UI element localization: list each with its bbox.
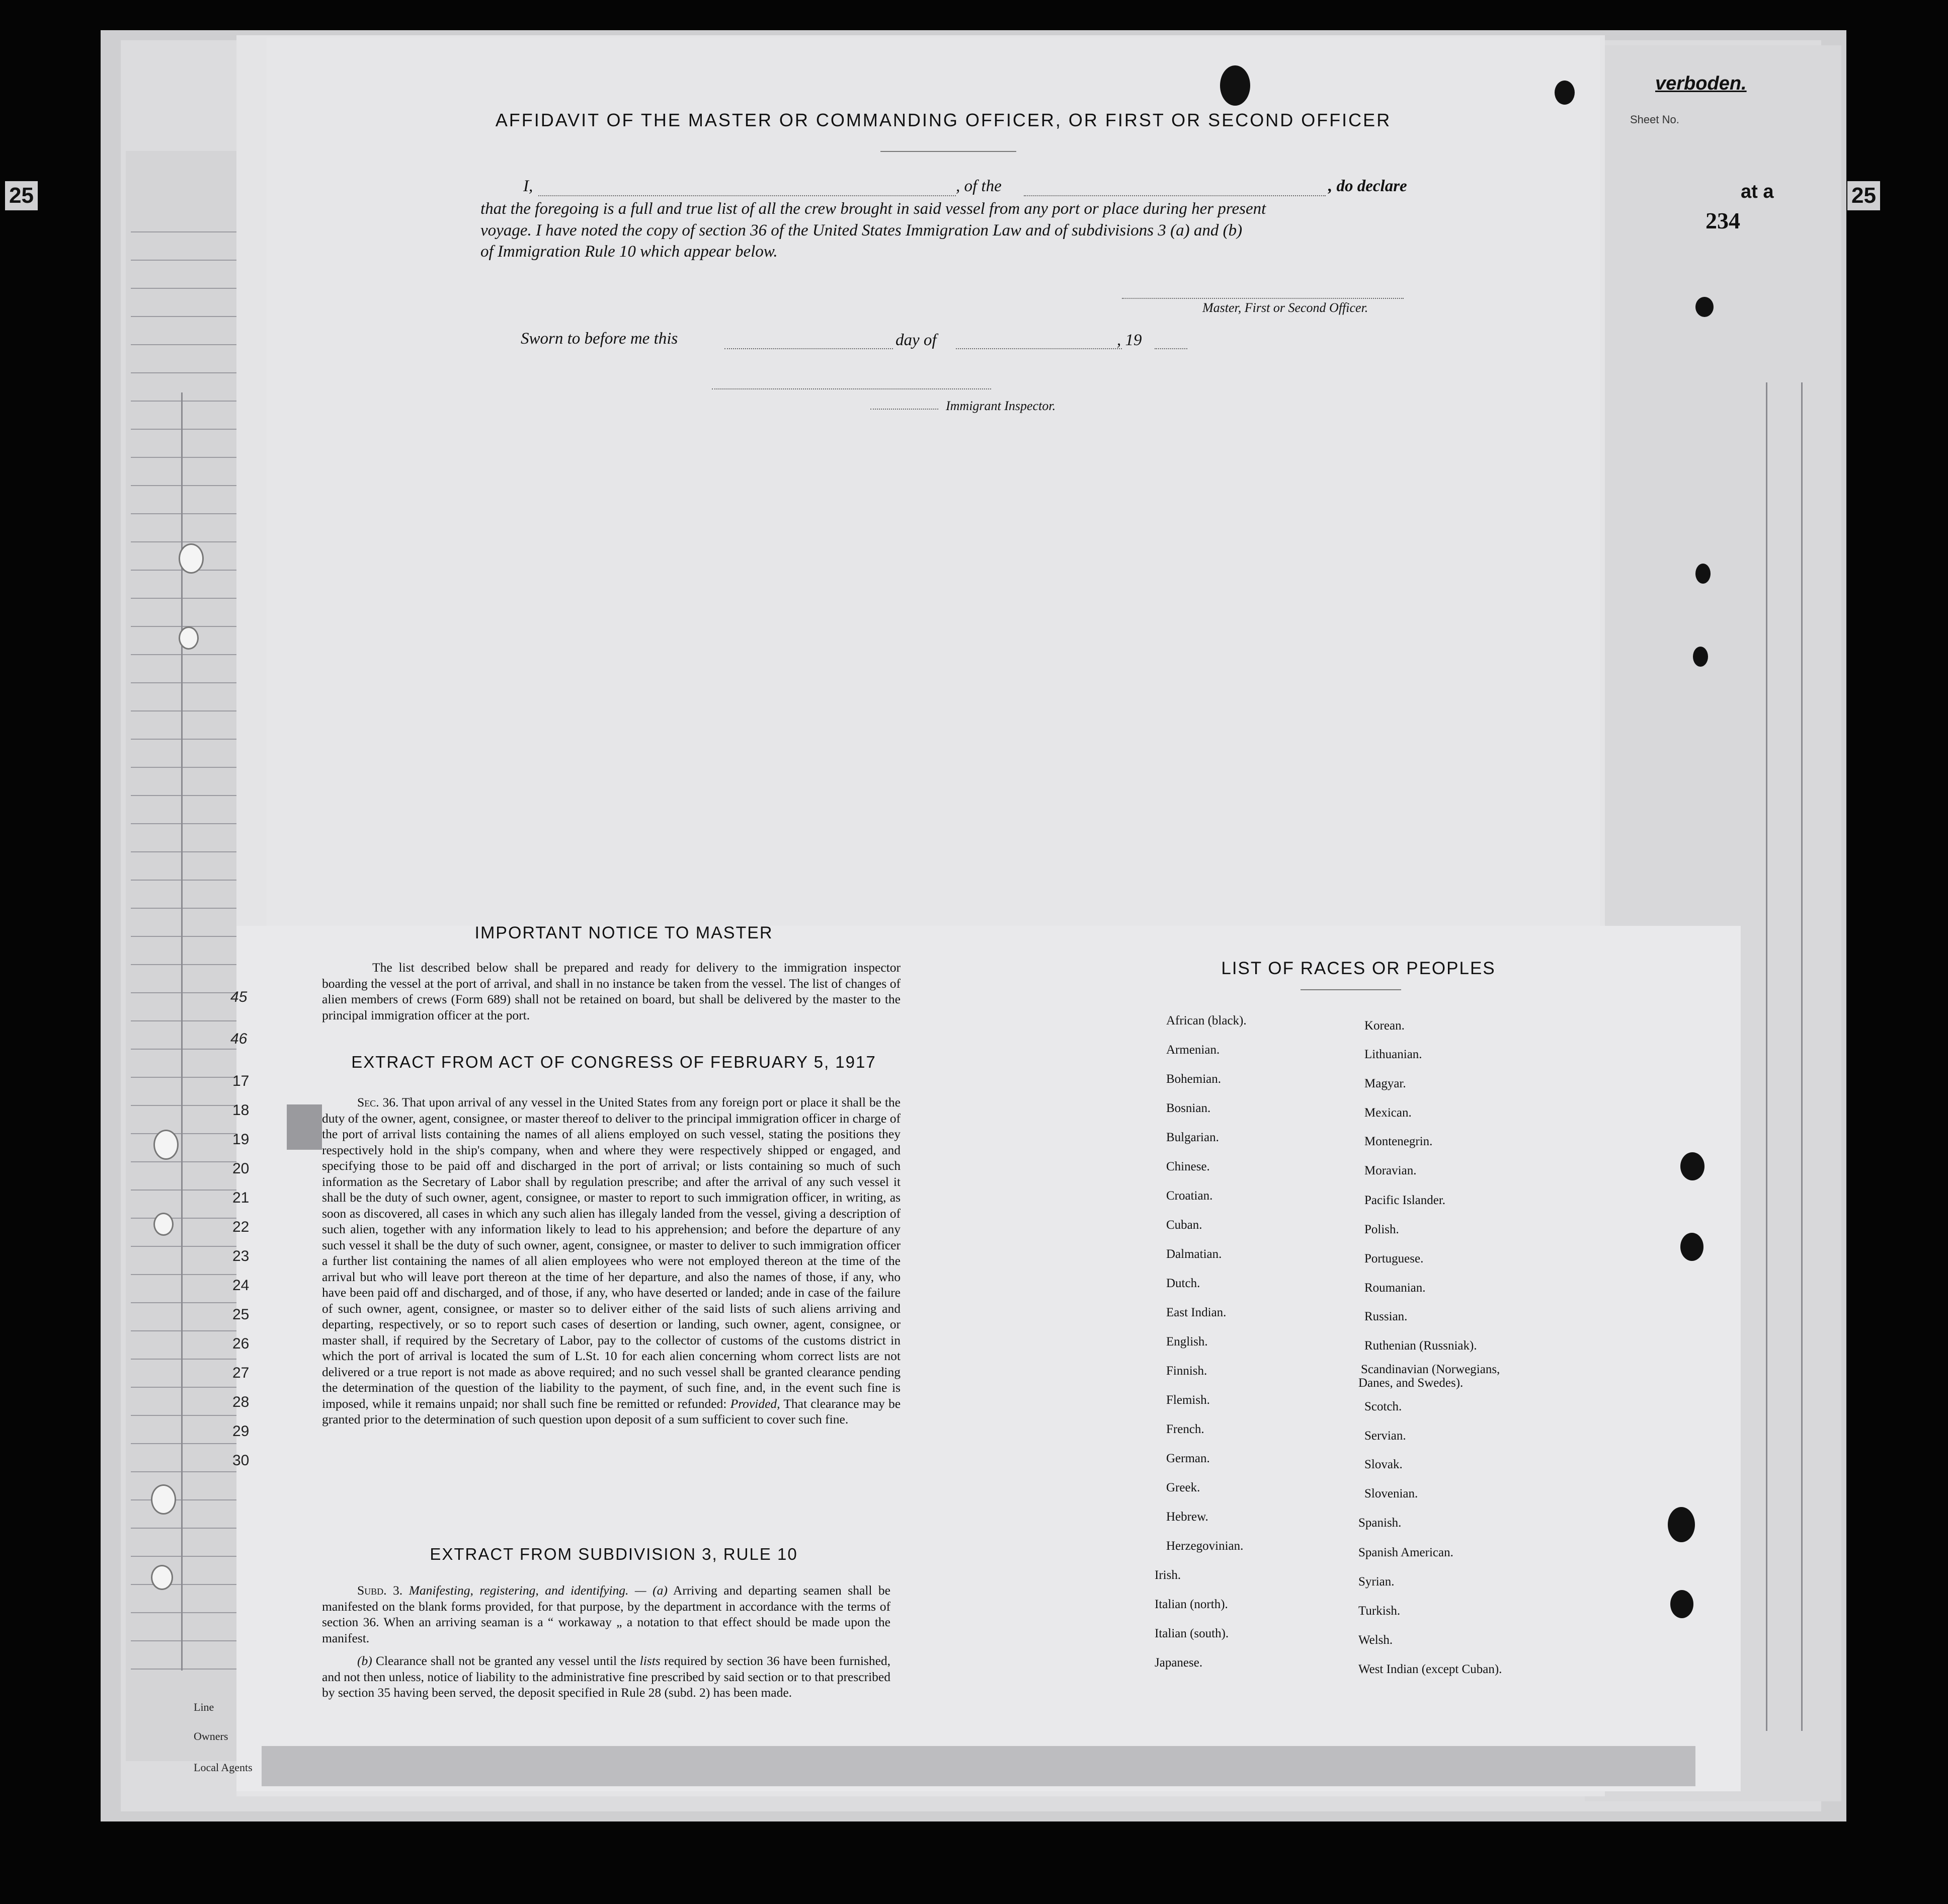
ruled-line bbox=[131, 1020, 252, 1021]
race-item: Finnish. bbox=[1166, 1364, 1207, 1378]
line-number: 18 bbox=[232, 1102, 250, 1119]
race-item: Pacific Islander. bbox=[1364, 1194, 1446, 1207]
ruled-line bbox=[131, 1274, 252, 1275]
footer-line-label: Line bbox=[194, 1701, 214, 1713]
affidavit-line-2: that the foregoing is a full and true list of all the crew brought in said vessel from any port or place during her present bbox=[480, 200, 1266, 218]
ruled-line bbox=[131, 1443, 252, 1444]
race-item: Roumanian. bbox=[1364, 1281, 1426, 1295]
at-a-label: at a bbox=[1741, 181, 1774, 202]
race-item: Japanese. bbox=[1155, 1656, 1203, 1670]
ruled-line bbox=[131, 1359, 252, 1360]
punch-hole-left bbox=[179, 543, 204, 574]
race-item: Montenegrin. bbox=[1364, 1135, 1433, 1148]
ruled-line bbox=[131, 739, 252, 740]
races-title: LIST OF RACES OR PEOPLES bbox=[1221, 959, 1496, 978]
extract-act-text bbox=[322, 1094, 901, 1427]
proviso-text: That clearance may be granted prior to the determination of such question upon deposit of a sum sufficient to cover such fine. bbox=[322, 1396, 901, 1426]
race-item: Slovenian. bbox=[1364, 1487, 1418, 1500]
ruled-line bbox=[131, 288, 252, 289]
ruled-line bbox=[131, 1415, 252, 1416]
sworn-text: Sworn to before me this bbox=[521, 330, 678, 348]
ruled-line bbox=[131, 964, 252, 965]
race-item: German. bbox=[1166, 1452, 1210, 1465]
subd-lead: Subd. 3. bbox=[357, 1583, 403, 1598]
affidavit-declare: , do declare bbox=[1328, 177, 1407, 195]
right-margin-line-2 bbox=[1801, 382, 1803, 1731]
ruled-line bbox=[131, 316, 252, 317]
subd-a-label: — (a) bbox=[634, 1583, 668, 1598]
ruled-line bbox=[131, 1612, 252, 1613]
race-item: Irish. bbox=[1155, 1568, 1181, 1582]
race-item: Korean. bbox=[1364, 1019, 1405, 1033]
race-item: Syrian. bbox=[1358, 1575, 1395, 1589]
notice-text: The list described below shall be prepared and ready for delivery to the immigration inspector boarding the vessel at the port of arrival, and shall in no instance be taken from the vessel. The list of changes of alien members of crews (Form 689) shall not be retained on board, but shall be delivered by the master to the principal immigration officer at the port. bbox=[322, 960, 901, 1022]
ruled-line bbox=[131, 1330, 252, 1331]
tick-number-46: 46 bbox=[230, 1030, 248, 1047]
subd-b-text-1: Clearance shall not be granted any vessel until the bbox=[375, 1653, 636, 1668]
race-item: Chinese. bbox=[1166, 1160, 1210, 1173]
race-item: Mexican. bbox=[1364, 1106, 1412, 1120]
punch-hole bbox=[1670, 1590, 1693, 1618]
ruled-line bbox=[131, 1584, 252, 1585]
ruled-line bbox=[131, 936, 252, 937]
race-item: Danes, and Swedes). bbox=[1358, 1376, 1464, 1390]
race-item: Moravian. bbox=[1364, 1164, 1417, 1177]
race-item: Italian (north). bbox=[1155, 1598, 1228, 1611]
race-item: Hebrew. bbox=[1166, 1510, 1208, 1524]
race-item: Portuguese. bbox=[1364, 1252, 1424, 1265]
line-number: 17 bbox=[232, 1073, 250, 1089]
race-item: Turkish. bbox=[1358, 1604, 1401, 1618]
inspector-signature-line bbox=[712, 388, 991, 389]
main-page-upper bbox=[267, 38, 1600, 928]
ruled-line bbox=[131, 513, 252, 514]
punch-hole-left bbox=[151, 1484, 176, 1515]
ruled-line bbox=[131, 485, 252, 486]
right-edge-number: 25 bbox=[1847, 181, 1880, 210]
page-number: 234 bbox=[1706, 208, 1740, 233]
race-item: Dalmatian. bbox=[1166, 1247, 1222, 1261]
vessel-blank bbox=[1024, 195, 1326, 196]
affidavit-line-4: of Immigration Rule 10 which appear below. bbox=[480, 243, 778, 261]
ruled-line bbox=[131, 682, 252, 683]
ruled-line bbox=[131, 541, 252, 542]
affidavit-i: I, bbox=[523, 177, 533, 195]
year-text: , 19 bbox=[1117, 331, 1142, 349]
race-item: East Indian. bbox=[1166, 1306, 1227, 1319]
punch-hole bbox=[1220, 65, 1250, 106]
race-item: Servian. bbox=[1364, 1429, 1406, 1443]
affidavit-title: AFFIDAVIT OF THE MASTER OR COMMANDING OFFICER, OR FIRST OR SECOND OFFICER bbox=[495, 110, 1392, 130]
line-number: 28 bbox=[232, 1394, 250, 1410]
race-item: Slovak. bbox=[1364, 1458, 1403, 1471]
punch-hole bbox=[1555, 81, 1575, 105]
punch-hole bbox=[1680, 1233, 1703, 1261]
race-item: Greek. bbox=[1166, 1481, 1200, 1494]
right-margin-line bbox=[1766, 382, 1767, 1731]
punch-hole-left bbox=[153, 1130, 179, 1160]
line-number: 25 bbox=[232, 1306, 250, 1323]
ruled-line bbox=[131, 654, 252, 655]
ruled-line bbox=[131, 401, 252, 402]
stamp-mark bbox=[287, 1104, 322, 1150]
race-item: Ruthenian (Russniak). bbox=[1364, 1339, 1477, 1353]
footer-owners-label: Owners bbox=[194, 1730, 228, 1742]
subd-b-text-2: required by section 36 have been furnished, and not then unless, notice of liability to the administrative fine prescribed by said section or to that prescribed by section 35 having been served, the deposit specified in Rule 28 (subd. 2) has been made. bbox=[322, 1653, 891, 1700]
extract-rule-b bbox=[322, 1653, 890, 1701]
master-signature-label: Master, First or Second Officer. bbox=[1202, 300, 1368, 315]
race-item: Spanish. bbox=[1358, 1516, 1402, 1530]
tick-number-45: 45 bbox=[230, 989, 248, 1005]
races-title-underline bbox=[1301, 989, 1401, 990]
ruled-line bbox=[131, 880, 252, 881]
notice-title: IMPORTANT NOTICE TO MASTER bbox=[474, 923, 773, 942]
left-margin-line bbox=[181, 392, 183, 1671]
subd-heading: Manifesting, registering, and identifying. bbox=[409, 1583, 629, 1598]
ruled-line bbox=[131, 1246, 252, 1247]
ruled-line bbox=[131, 344, 252, 345]
race-item: French. bbox=[1166, 1422, 1204, 1436]
punch-hole-left bbox=[151, 1565, 173, 1590]
ruled-line bbox=[131, 1049, 252, 1050]
ruled-line bbox=[131, 795, 252, 796]
race-item: Armenian. bbox=[1166, 1043, 1220, 1057]
race-item: Scotch. bbox=[1364, 1400, 1402, 1413]
month-blank bbox=[956, 348, 1122, 349]
footer-local-agents-label: Local Agents bbox=[194, 1761, 253, 1774]
line-number: 27 bbox=[232, 1365, 250, 1381]
race-item: Dutch. bbox=[1166, 1277, 1200, 1290]
race-item: Croatian. bbox=[1166, 1189, 1213, 1203]
ruled-line bbox=[131, 598, 252, 599]
ruled-line bbox=[131, 1556, 252, 1557]
ruled-line bbox=[131, 372, 252, 373]
left-edge-number: 25 bbox=[5, 181, 38, 210]
ruled-line bbox=[131, 1640, 252, 1641]
ruled-line bbox=[131, 1499, 252, 1500]
race-item: Herzegovinian. bbox=[1166, 1539, 1244, 1553]
race-item: Russian. bbox=[1364, 1310, 1408, 1323]
section-lead: Sec. 36. bbox=[357, 1095, 399, 1109]
ruled-line bbox=[131, 1669, 252, 1670]
punch-hole-left bbox=[153, 1213, 174, 1236]
punch-hole bbox=[1695, 297, 1714, 317]
ruled-line bbox=[131, 710, 252, 711]
race-item: Lithuanian. bbox=[1364, 1048, 1422, 1061]
ruled-line bbox=[131, 1528, 252, 1529]
ruled-line bbox=[131, 767, 252, 768]
ruled-line bbox=[131, 823, 252, 824]
race-item: English. bbox=[1166, 1335, 1208, 1348]
race-item: African (black). bbox=[1166, 1014, 1247, 1027]
ruled-line bbox=[131, 1387, 252, 1388]
punch-hole bbox=[1693, 647, 1708, 667]
line-number: 29 bbox=[232, 1423, 250, 1440]
inspector-label: Immigrant Inspector. bbox=[946, 399, 1056, 413]
line-number: 20 bbox=[232, 1160, 250, 1177]
master-signature-line bbox=[1122, 298, 1404, 299]
subd-b-lists: lists bbox=[639, 1653, 661, 1668]
extract-rule-a bbox=[322, 1582, 890, 1646]
line-number: 30 bbox=[232, 1452, 250, 1469]
line-number: 19 bbox=[232, 1131, 250, 1148]
race-item: Cuban. bbox=[1166, 1218, 1202, 1232]
punch-hole bbox=[1695, 564, 1711, 584]
line-number: 26 bbox=[232, 1335, 250, 1352]
race-item: Spanish American. bbox=[1358, 1546, 1453, 1559]
proviso-label: Provided, bbox=[730, 1396, 780, 1411]
torn-bottom-edge bbox=[262, 1746, 1695, 1786]
ruled-line bbox=[131, 1302, 252, 1303]
sheet-no-label: Sheet No. bbox=[1630, 113, 1679, 126]
race-item: Flemish. bbox=[1166, 1393, 1210, 1407]
race-item: Italian (south). bbox=[1155, 1627, 1229, 1640]
affidavit-of-the: , of the bbox=[956, 177, 1002, 195]
affidavit-line-3: voyage. I have noted the copy of section 36 of the United States Immigration Law and of subdivisions 3 (a) and (b) bbox=[480, 221, 1243, 240]
ruled-line bbox=[131, 457, 252, 458]
line-number: 23 bbox=[232, 1248, 250, 1264]
name-blank bbox=[538, 195, 956, 196]
inspector-short-line bbox=[870, 409, 938, 410]
ruled-line bbox=[131, 429, 252, 430]
punch-hole-left bbox=[179, 626, 199, 650]
extract-rule-title: EXTRACT FROM SUBDIVISION 3, RULE 10 bbox=[430, 1545, 798, 1563]
ruled-line bbox=[131, 260, 252, 261]
ruled-line bbox=[131, 851, 252, 852]
race-item: Magyar. bbox=[1364, 1077, 1406, 1090]
day-blank bbox=[724, 348, 893, 349]
ruled-line bbox=[131, 1471, 252, 1472]
section-36-text: That upon arrival of any vessel in the United States from any foreign port or place it shall be the duty of the owner, agent, consignee, or master thereof to deliver to the principal immigration officer in charge of the port of arrival lists containing the names of all aliens employed on such vessel, stating the positions they respectively hold in the ship's company, when and where they were respectively shipped or engaged, and specifying those to be paid off and discharged in the port of arrival; or lists containing so much of such information as the Secretary of Labor shall by regulation prescribe; and after the arrival of any such vessel it shall be the duty of such owner, agent, consignee, or master to report to such immigration officer, in writing, as soon as discovered, all cases in which any such alien has illegaly landed from the vessel, giving a description of such alien, together with any information likely to lead to his apprehension; and before the departure of any such vessel it shall be the duty of such owner, agent, consignee, or master to deliver to such immigration officer a further list containing the names of all alien employees who were not employed thereon at the time of the arrival but who will leave port thereon at the time of her departure, and also the names of those, if any, who have been paid off and discharged, and of those, if any, who have deserted or landed; ande in case of the failure of such owner, agent, consignee, or master so to deliver either of the said lists of such aliens arriving and departing, respectively, or so to report such cases of desertion or landing, such owner, agent, consignee, or master shall, if required by the Secretary of Labor, pay to the collector of customs of the customs district in which the port of arrival is located the sum of L.St. 10 for each alien concerning whom correct lists are not delivered or a true report is not made as above required; and no such vessel shall be granted clearance pending the determination of the question of the liability to the payment, of such fine, and, in the event such fine is imposed, while it remains unpaid; nor shall such fine be remitted or refunded: bbox=[322, 1095, 901, 1411]
race-item: Welsh. bbox=[1358, 1633, 1393, 1647]
race-item: West Indian (except Cuban). bbox=[1358, 1662, 1502, 1676]
race-item: Scandinavian (Norwegians, bbox=[1361, 1363, 1500, 1376]
title-underline bbox=[880, 151, 1016, 152]
ruled-line bbox=[131, 908, 252, 909]
race-item: Bosnian. bbox=[1166, 1101, 1211, 1115]
subd-b-label: (b) bbox=[357, 1653, 372, 1668]
line-number: 22 bbox=[232, 1219, 250, 1235]
race-item: Bulgarian. bbox=[1166, 1131, 1219, 1144]
race-item: Polish. bbox=[1364, 1223, 1399, 1236]
line-number: 21 bbox=[232, 1189, 250, 1206]
ruled-line bbox=[131, 231, 252, 232]
punch-hole bbox=[1668, 1507, 1695, 1542]
verboden-header: verboden. bbox=[1655, 73, 1747, 94]
day-of-text: day of bbox=[896, 331, 937, 349]
race-item: Bohemian. bbox=[1166, 1072, 1222, 1086]
year-blank bbox=[1155, 348, 1187, 349]
line-number: 24 bbox=[232, 1277, 250, 1294]
punch-hole bbox=[1680, 1152, 1704, 1180]
extract-act-title: EXTRACT FROM ACT OF CONGRESS OF FEBRUARY 5, 1917 bbox=[351, 1053, 876, 1071]
subd-a-text: Arriving and departing seamen shall be manifested on the blank forms provided, for that purpose, by the department in accordance with the terms of section 36. When an arriving seaman is a “ workaway „ a notation to that effect should be made upon the manifest. bbox=[322, 1583, 891, 1645]
